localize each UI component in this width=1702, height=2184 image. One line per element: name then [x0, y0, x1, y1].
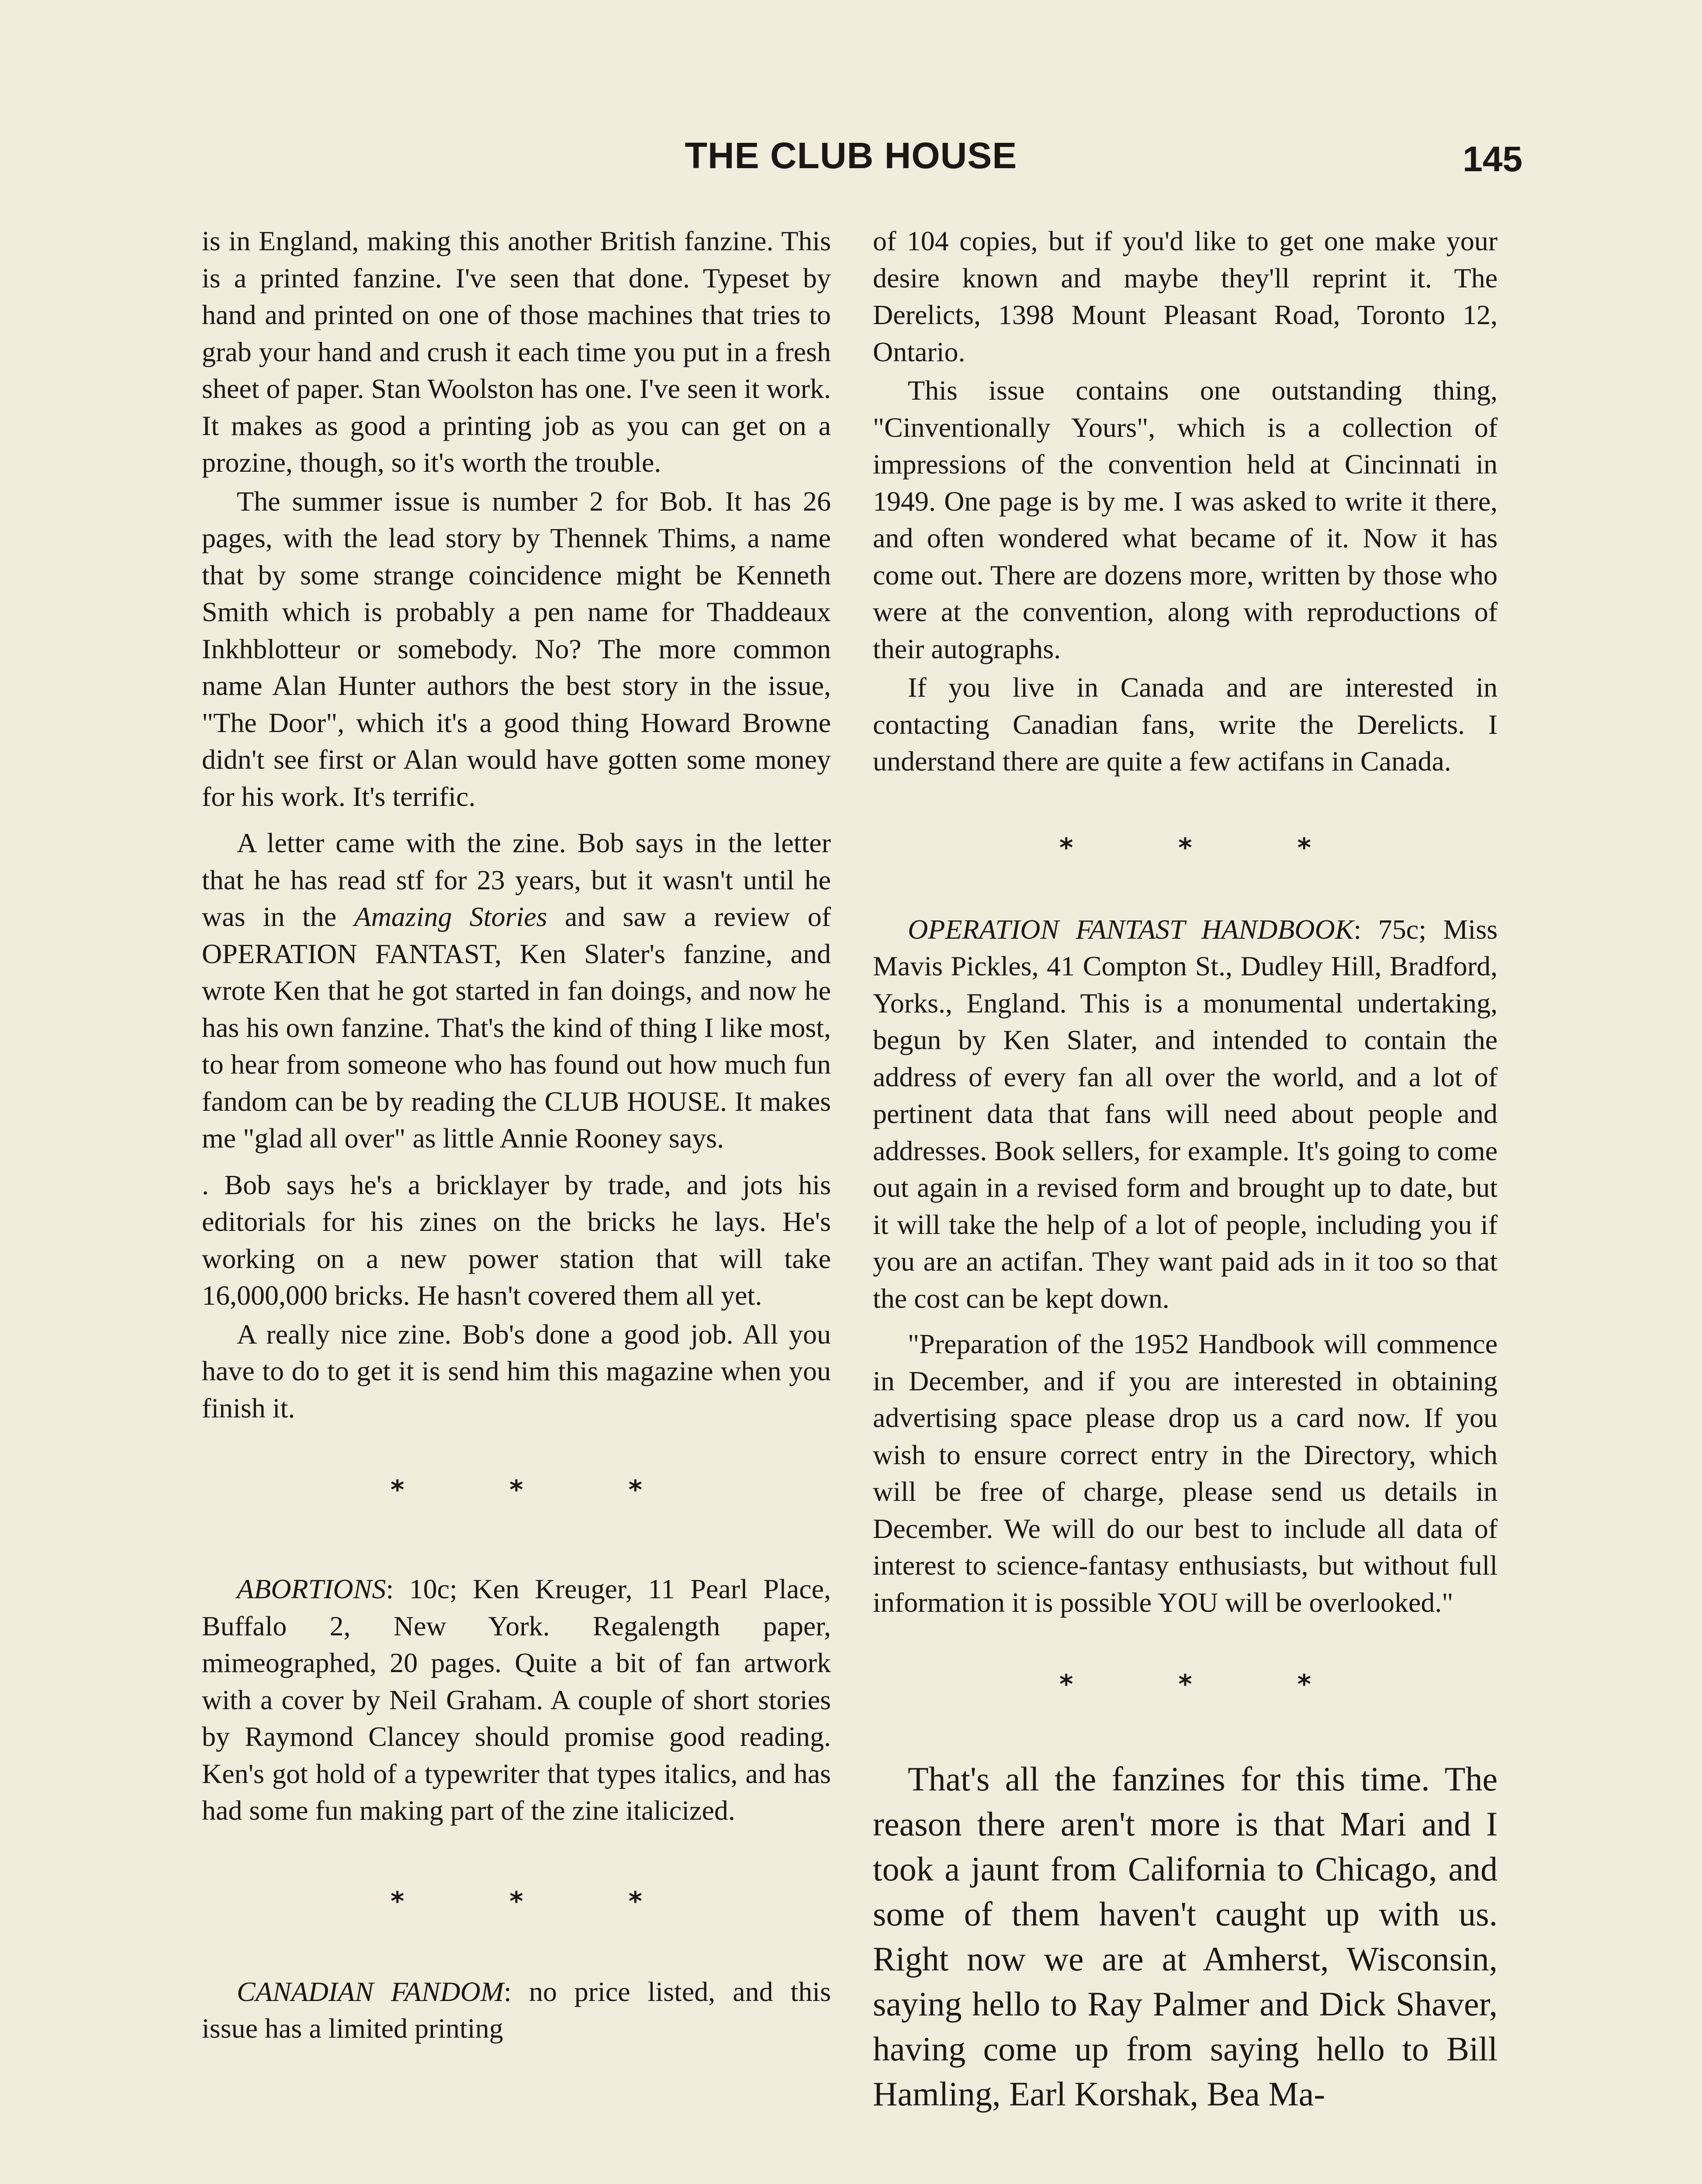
text-run: A letter came with the zine. Bob says in the letter that he has read stf for 23 years, but it wasn't until he was in the: [202, 827, 831, 932]
section-divider: * * *: [391, 1886, 642, 1917]
fanzine-review: [202, 1973, 831, 2047]
section-divider: * * *: [1059, 1669, 1311, 1700]
section-divider: * * *: [1059, 832, 1311, 863]
closing-paragraph: That's all the fanzines for this time. The reason there aren't more is that Mari and I took a jaunt from California to Chicago, and some of them haven't caught up with us. Right now we are at Amherst, Wisconsin, saying hello to Ray Palmer and Dick Shaver, having come up from saying hello to Bill Hamling, Earl Korshak, Bea Ma-: [873, 1760, 1498, 2113]
magazine-title: Amazing Stories: [354, 901, 547, 932]
text-run: : 10c; Ken Kreuger, 11 Pearl Place, Buffalo 2, New York. Regalength paper, mimeographed, 20 pages. Quite a bit of fan artwork with a cover by Neil Graham. A couple of short stories by Raymond Clancey should promise good reading. Ken's got hold of a typewriter that types italics, and has had some fun making part of the zine italicized.: [202, 1573, 831, 1826]
text-run: : no price listed, and this issue has a limited printing: [202, 1976, 831, 2044]
fanzine-title: OPERATION FANTAST HANDBOOK: [908, 913, 1354, 945]
fanzine-title: CANADIAN FANDOM: [237, 1976, 504, 2007]
text-run: : 75c; Miss Mavis Pickles, 41 Compton St., Dudley Hill, Bradford, Yorks., England. This is a monumental undertaking, begun by Ken Slater, and intended to contain the address of every fan all over the world, and a lot of pertinent data that fans will need about people and addresses. Book sellers, for example. It's going to come out again in a revised form and brought up to date, but it will take the help of a lot of people, including you if you are an actifan. They want paid ads in it too so that the cost can be kept down.: [873, 913, 1498, 1314]
left-column: [202, 223, 831, 2047]
running-header: THE CLUB HOUSE: [685, 135, 1017, 176]
paragraph: A really nice zine. Bob's done a good job. All you have to do to get it is send him this magazine when you finish it.: [202, 1318, 831, 1424]
text-run: and saw a review of OPERATION FANTAST, Ken Slater's fanzine, and wrote Ken that he got started in fan doings, and now he has his own fanzine. That's the kind of thing I like most, to hear from someone who has found out how much fun fandom can be by reading the CLUB HOUSE. It makes me "glad all over" as little Annie Rooney says.: [202, 901, 831, 1154]
fanzine-title: ABORTIONS: [237, 1573, 386, 1604]
paragraph: is in England, making this another British fanzine. This is a printed fanzine. I've seen that done. Typeset by hand and printed on one of those machines that tries to grab your hand and crush it each time you put in a fresh sheet of paper. Stan Woolston has one. I've seen it work. It makes as good a printing job as you can get on a prozine, though, so it's worth the trouble.: [202, 225, 831, 478]
paragraph: [202, 825, 831, 1157]
fanzine-review: [202, 1571, 831, 1829]
paragraph: of 104 copies, but if you'd like to get one make your desire known and maybe they'll reprint it. The Derelicts, 1398 Mount Pleasant Road, Toronto 12, Ontario.: [873, 225, 1498, 367]
fanzine-review: [873, 911, 1498, 1317]
quoted-notice: "Preparation of the 1952 Handbook will commence in December, and if you are interested in obtaining advertising space please drop us a card now. If you wish to ensure correct entry in the Directory, which will be free of charge, please send us details in December. We will do our best to include all data of interest to science-fantasy enthusiasts, but without full information it is possible YOU will be overlooked.": [873, 1328, 1498, 1618]
right-column: [873, 223, 1498, 2116]
paragraph: This issue contains one outstanding thing, "Cinventionally Yours", which is a collection of impressions of the convention held at Cincinnati in 1949. One page is by me. I was asked to write it there, and often wondered what became of it. Now it has come out. There are dozens more, written by those who were at the convention, along with reproductions of their autographs.: [873, 375, 1498, 664]
paragraph: If you live in Canada and are interested in contacting Canadian fans, write the Derelicts. I understand there are quite a few actifans in Canada.: [873, 672, 1498, 777]
page-number: 145: [1463, 139, 1522, 179]
paragraph: . Bob says he's a bricklayer by trade, and jots his editorials for his zines on the bricks he lays. He's working on a new power station that will take 16,000,000 bricks. He hasn't covered them all yet.: [202, 1169, 831, 1311]
section-divider: * * *: [391, 1475, 642, 1505]
paragraph: The summer issue is number 2 for Bob. It has 26 pages, with the lead story by Thennek Thims, a name that by some strange coincidence might be Kenneth Smith which is probably a pen name for Thaddeaux Inkhblotteur or somebody. No? The more common name Alan Hunter authors the best story in the issue, "The Door", which it's a good thing Howard Browne didn't see first or Alan would have gotten some money for his work. It's terrific.: [202, 485, 831, 812]
